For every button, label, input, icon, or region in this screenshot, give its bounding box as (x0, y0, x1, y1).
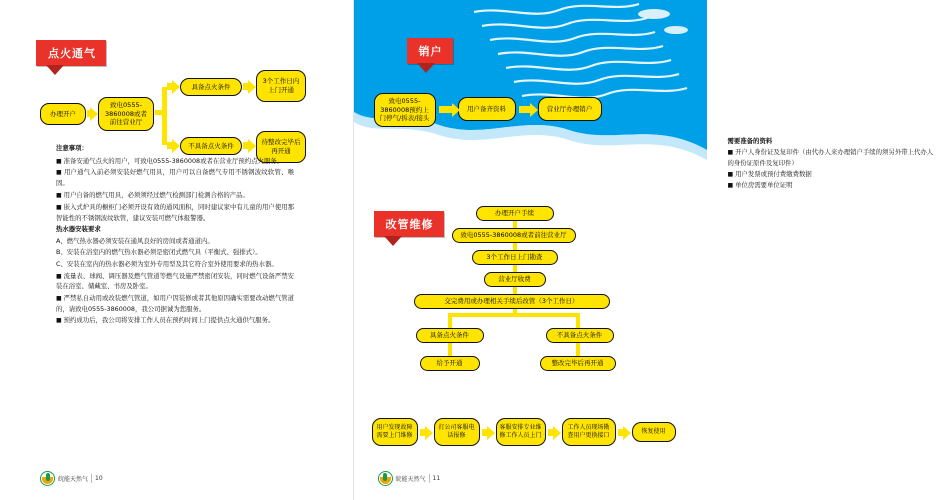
repair-connector-left-2 (448, 343, 452, 356)
section-title-ignition: 点火通气 (36, 40, 106, 66)
repair-flow-s4: 营业厅收费 (484, 272, 546, 287)
repair-connector-5 (513, 309, 517, 315)
repair-connector-left (448, 313, 452, 328)
repair-bottom-step-2: 打公司客服电话报修 (434, 418, 480, 446)
flow-box-result-no: 待整改完毕后再开通 (256, 131, 306, 163)
note-item: ■ 嵌入式炉具的橱柜门必须开设有效的通风面积，同时建议家中有儿童的用户使用那智能性的不锈钢波纹软管，建议安装可燃气体报警器。 (56, 202, 294, 223)
repair-connector-1 (513, 221, 517, 228)
blue-wave-decoration (354, 0, 707, 170)
bottom-arrow-1 (420, 429, 426, 436)
repair-flow-s7-left: 给予开通 (420, 356, 480, 371)
ignition-notes (56, 143, 294, 327)
close-flow-step1: 致电0555-3860008预约上门停气/拆表/接头 (374, 93, 436, 127)
close-flow-arrow-2 (519, 106, 531, 113)
close-flow-step3: 营业厅办理销户 (538, 97, 602, 121)
flow-box-branch-yes: 具备点火条件 (180, 78, 242, 96)
right-page (354, 0, 934, 500)
note-item: ■ 流量表、球阀、调压器及燃气管道等燃气设施严禁密闭安装，同时燃气设备严禁安装在浴室、储藏室、书房及卧室。 (56, 271, 294, 292)
close-flow-arrow-1 (439, 106, 453, 113)
repair-flow-s5: 交完费用或办理相关手续后改管（3个工作日） (414, 294, 610, 309)
close-flow-step2: 用户备齐资料 (458, 97, 516, 121)
page-number: 11 (432, 475, 441, 482)
materials-title: 需要准备的资料 (727, 137, 773, 145)
repair-flow-s7-right: 整改完毕后再开通 (540, 356, 616, 371)
flow-arrow-yes (167, 83, 173, 90)
notes-title: 注意事项： (56, 144, 88, 152)
heater-item: B、安装在浴室内的燃气热水器必须是密闭式燃气具（平衡式、强排式）。 (56, 248, 262, 257)
company-logo-icon (378, 471, 393, 486)
repair-connector-4 (513, 287, 517, 294)
note-item: ■ 准备安通气点火的用户，可致电0555-3860008或者在营业厅预约点火服务。 (56, 156, 294, 167)
note-item: ■ 严禁私自动用或改装燃气管道，如用户因装修或者其他原因确实需要改动燃气管道的，请致电0555-3860008，我公司据诚为您服务。 (56, 293, 294, 314)
repair-bottom-step-4: 工作人员现场勘查用户更换接口 (562, 418, 616, 446)
repair-flow-s3: 3个工作日上门勘查 (472, 250, 558, 265)
repair-connector-3 (513, 265, 517, 272)
bottom-arrow-3 (548, 429, 554, 436)
left-page (0, 0, 354, 500)
footer-divider (429, 474, 430, 483)
required-materials (728, 136, 938, 191)
section-title-account-close: 销户 (407, 38, 453, 64)
page-number: 10 (95, 475, 103, 482)
repair-bottom-step-3: 客服安排专业维修工作人员上门 (496, 418, 546, 446)
repair-flow-s6-left: 具备点火条件 (416, 328, 484, 343)
flow-box-branch-no: 不具备点火条件 (180, 137, 242, 155)
bottom-arrow-2 (482, 429, 488, 436)
flow-connector-split (162, 87, 167, 145)
flow-box-result-yes: 3个工作日内上门开通 (256, 70, 306, 102)
flow-connector-stem (155, 110, 162, 115)
footer-brand: 皖能天然气 (58, 476, 89, 483)
bottom-arrow-4 (618, 429, 624, 436)
material-item: ■ 单位房需要单位证明 (728, 180, 938, 191)
note-item: ■ 预约成功后，我公司将安排工作人员在预约时间上门提供点火通供气服务。 (56, 315, 294, 326)
repair-bottom-step-5: 恢复使用 (632, 422, 676, 442)
flow-box-start: 办理开户 (40, 103, 86, 125)
heater-requirements-title: 热水器安装要求 (56, 225, 101, 234)
footer-brand: 皖能天然气 (395, 476, 426, 483)
heater-item: A、燃气热水器必须安装在通风良好的房间或者通道内。 (56, 236, 214, 245)
note-item: ■ 用户通气入前必须安装好燃气用具，用户可以自备燃气专用不锈钢波纹软管、喉固。 (56, 167, 294, 188)
repair-bottom-step-1: 用户发现故障需要上门维修 (372, 418, 418, 446)
flow-arrow-result-yes (243, 83, 249, 90)
flow-box-step2: 致电0555-3860008或者前往营业厅 (98, 97, 154, 131)
flow-arrow-1 (87, 110, 91, 117)
company-logo-icon (40, 471, 55, 486)
footer-right (378, 471, 441, 486)
heater-item: C、安装在室内的热水器必须为室外专用型及其它符合室外使用要求的热水器。 (56, 259, 278, 268)
material-item: ■ 开户人身份证及复印件（由代办人来办理销户手续的须另外带上代办人的身份证原件及复印件） (728, 147, 938, 169)
note-item: ■ 用户自备的燃气用具，必须须经过燃气检测部门检测合格的产品。 (56, 190, 294, 201)
repair-connector-right-2 (576, 343, 580, 356)
repair-connector-2 (513, 243, 517, 250)
repair-flow-s1: 办理开户手续 (476, 206, 554, 221)
repair-connector-right (576, 313, 580, 328)
repair-flow-s6-right: 不具备点火条件 (546, 328, 614, 343)
footer-left (40, 471, 103, 486)
material-item: ■ 用户发票或预付费缴费数据 (728, 169, 938, 180)
footer-divider (91, 474, 92, 483)
section-title-pipe-repair: 改管维修 (374, 211, 444, 237)
repair-flow-s2: 致电0555-3860008或者前往营业厅 (452, 228, 576, 243)
